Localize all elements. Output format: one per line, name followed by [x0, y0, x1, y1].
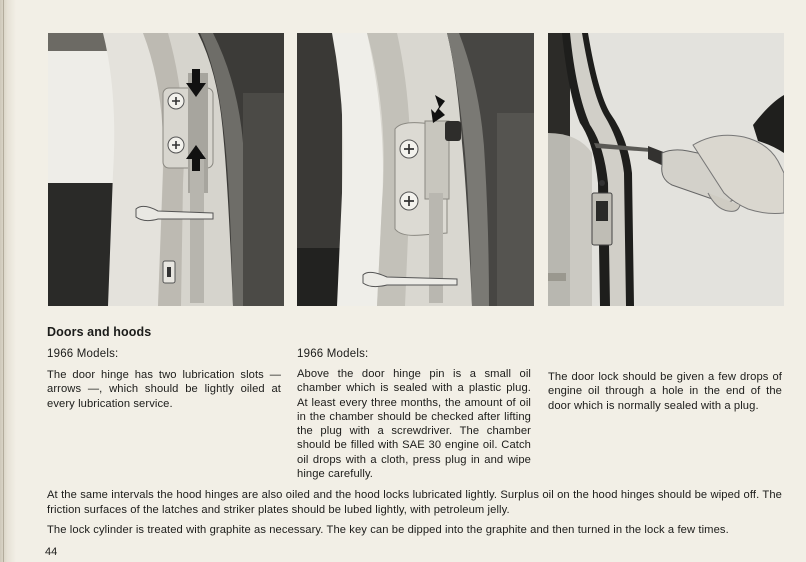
- page-number: 44: [45, 546, 58, 558]
- hood-hinges-paragraph: At the same intervals the hood hinges are also oiled and the hood locks lubricated lightly. Surplus oil on the hood hinges should be wiped off. The friction surfaces of the latches and striker plates should be lubed lightly, with petroleum jelly.: [47, 489, 782, 516]
- column-2-text: Above the door hinge pin is a small oil chamber which is sealed with a plastic plug. At least every three months, the amount of oil in the chamber should be checked after lifting the plug with a screwdriver. The chamber should be filled with SAE 30 engine oil. Catch oil drops with a cloth, press plug in and wipe hinge carefully.: [297, 368, 531, 481]
- photo-door-lock-oiling: [548, 33, 784, 306]
- photo-door-hinge-slots: [48, 33, 284, 306]
- column-1-text: The door hinge has two lubrication slots — arrows —, which should be lightly oiled at every lubrication service.: [47, 369, 281, 410]
- lock-cylinder-paragraph: The lock cylinder is treated with graphite as necessary. The key can be dipped into the graphite and then turned in the lock a few times.: [47, 524, 729, 536]
- photo-hinge-oil-chamber: [297, 33, 534, 306]
- section-title: Doors and hoods: [47, 325, 152, 339]
- column-3-text: The door lock should be given a few drops of engine oil through a hole in the end of the door which is normally sealed with a plug.: [548, 371, 782, 412]
- column-2-subheading: 1966 Models:: [297, 348, 369, 360]
- column-1-subheading: 1966 Models:: [47, 348, 119, 360]
- book-binding-edge: [0, 0, 16, 562]
